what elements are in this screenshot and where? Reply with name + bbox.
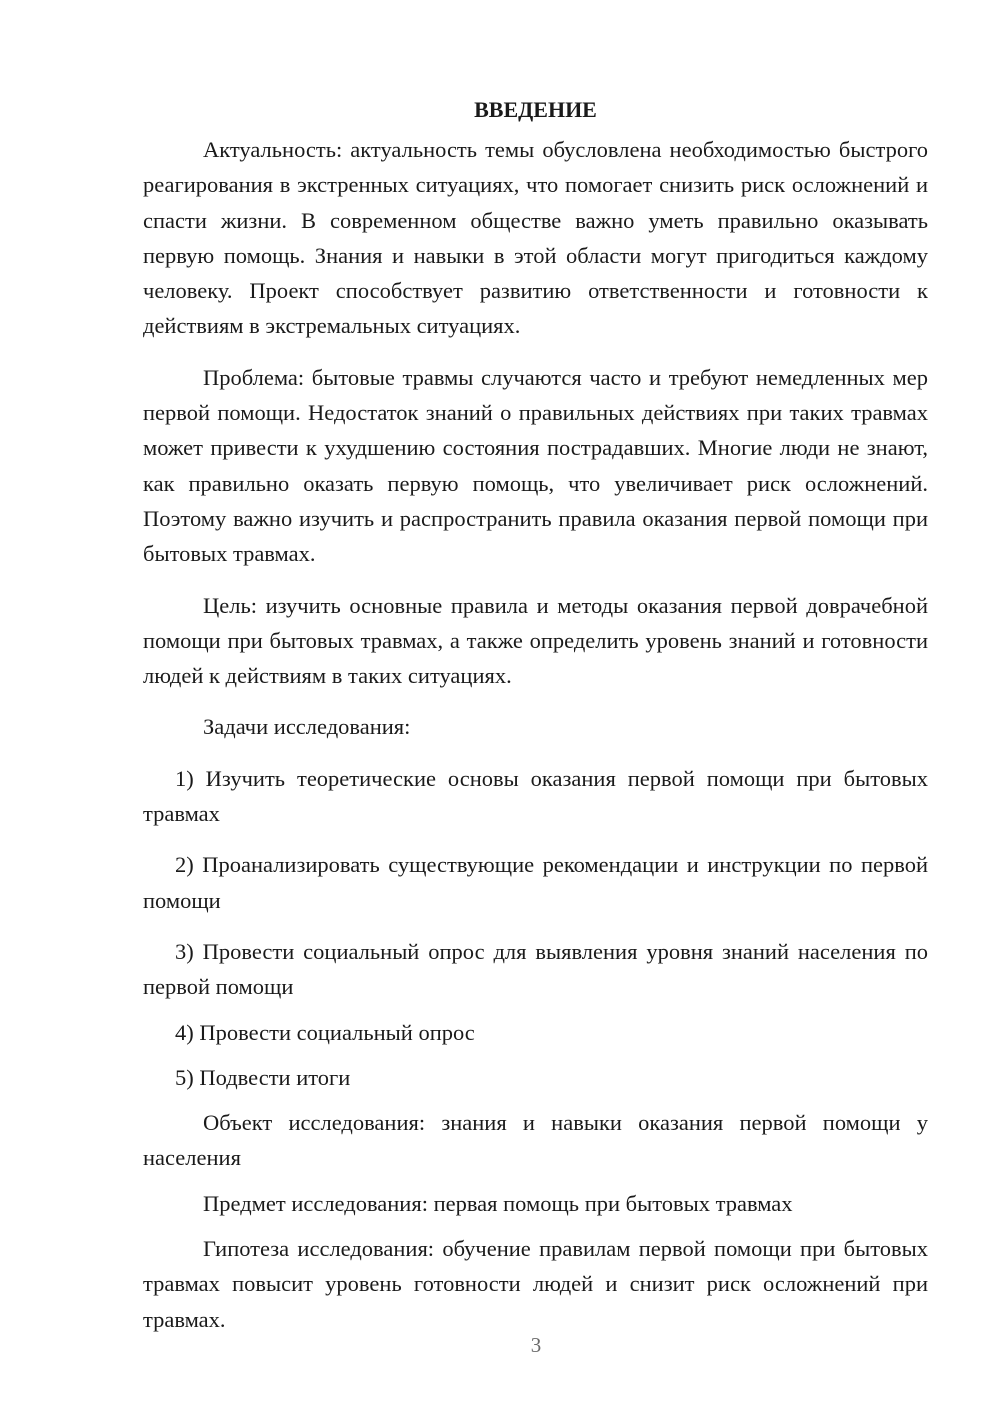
- task-item: 5) Подвести итоги: [175, 1064, 351, 1090]
- task-item: 3) Провести социальный опрос для выявления уровня знаний населения по первой помощи: [143, 938, 928, 1000]
- tasks-title: Задачи исследования:: [203, 714, 411, 740]
- task-item: 1) Изучить теоретические основы оказания первой помощи при бытовых травмах: [143, 765, 928, 827]
- section-heading: ВВЕДЕНИЕ: [474, 97, 597, 122]
- goal-paragraph: Цель: изучить основные правила и методы оказания первой доврачебной помощи при бытовых травмах, а также определить уровень знаний и готовности людей к действиям в таких ситуациях.: [143, 592, 928, 689]
- subject-paragraph: Предмет исследования: первая помощь при бытовых травмах: [203, 1190, 793, 1216]
- task-item: 2) Проанализировать существующие рекомендации и инструкции по первой помощи: [143, 852, 928, 913]
- document-page: [143, 92, 928, 1337]
- page-number: 3: [530, 1333, 542, 1357]
- task-item: 4) Провести социальный опрос: [175, 1019, 475, 1045]
- object-paragraph: Объект исследования: знания и навыки оказания первой помощи у населения: [143, 1110, 928, 1171]
- hypothesis-paragraph: Гипотеза исследования: обучение правилам первой помощи при бытовых травмах повысит уровень готовности людей и снизит риск осложнений при травмах.: [143, 1236, 928, 1332]
- relevance-paragraph: Актуальность: актуальность темы обусловлена необходимостью быстрого реагирования в экстренных ситуациях, что помогает снизить риск осложнений и спасти жизни. В современном обществе важно уметь правильно оказывать первую помощь. Знания и навыки в этой области могут пригодиться каждому человеку. Проект способствует развитию ответственности и готовности к действиям в экстремальных ситуациях.: [143, 137, 928, 339]
- problem-paragraph: Проблема: бытовые травмы случаются часто и требуют немедленных мер первой помощи. Недостаток знаний о правильных действиях при таких травмах может привести к ухудшению состояния пострадавших. Многие люди не знают, как правильно оказать первую помощь, что увеличивает риск осложнений. Поэтому важно изучить и распространить правила оказания первой помощи при бытовых травмах.: [143, 364, 928, 567]
